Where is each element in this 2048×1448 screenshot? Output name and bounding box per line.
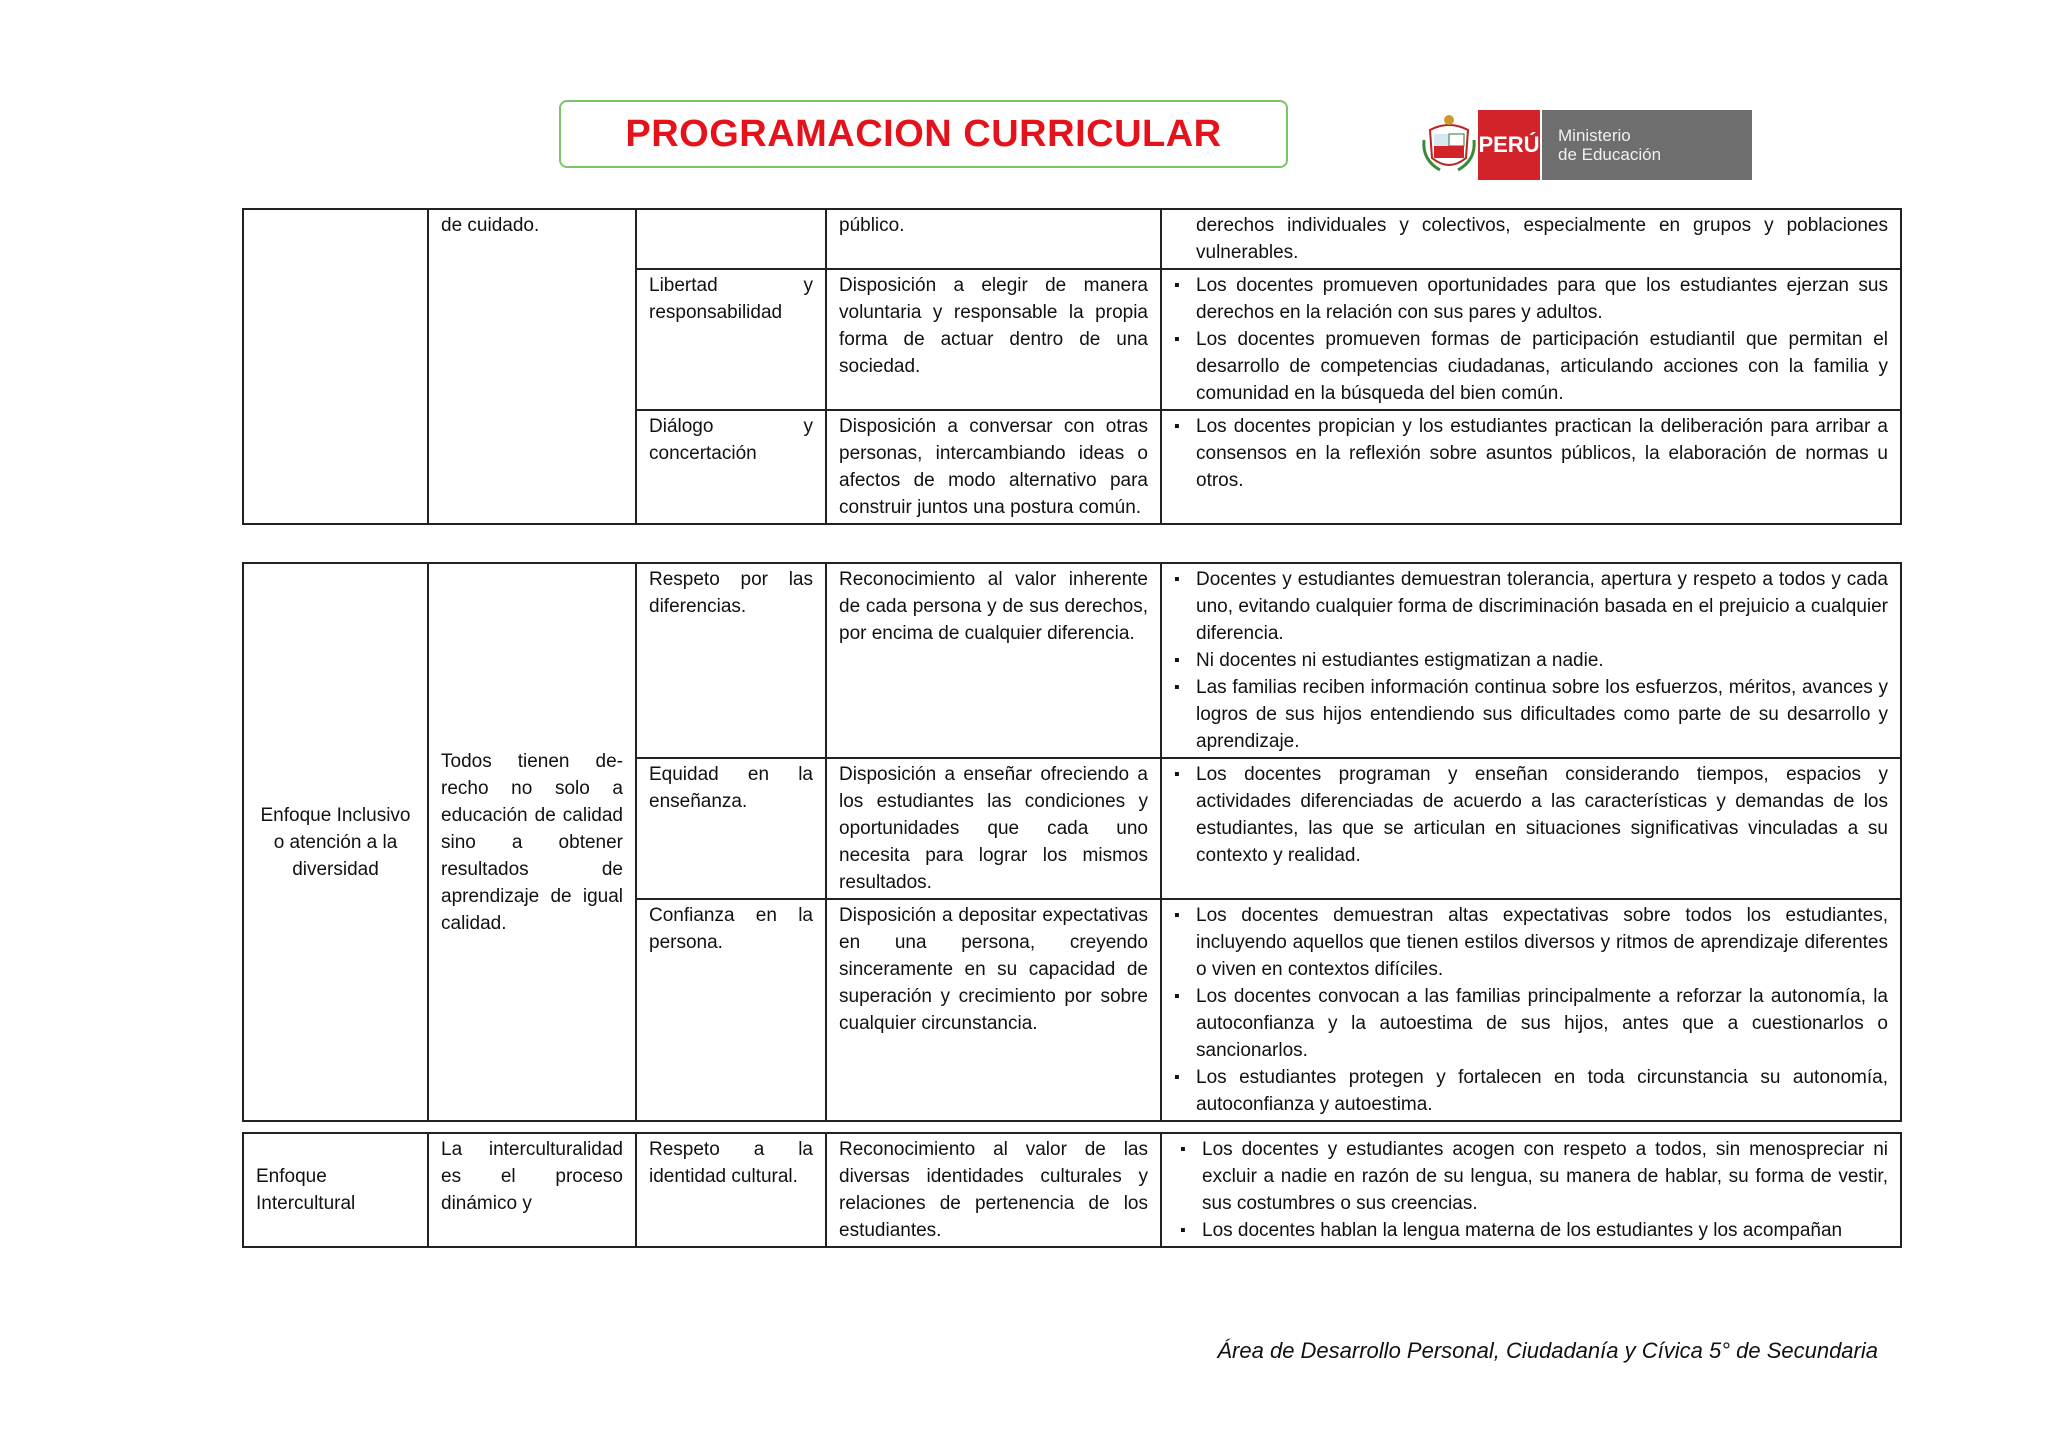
list-item: ▪ Los docentes y estudiantes acogen con respeto a todos, sin menospreciar ni excluir a nadie en razón de su lengua, su manera de hablar, su forma de vestir, sus costumbres o sus creencias. bbox=[1202, 1136, 1888, 1217]
list-item: ▪ Docentes y estudiantes demuestran tolerancia, apertura y respeto a todos y cada uno, evitando cualquier forma de discriminación basada en el prejuicio a cualquier diferencia. bbox=[1196, 566, 1888, 647]
actitud-cell: Disposición a conversar con otras personas, intercambiando ideas o afectos de modo alternativo para construir juntos una postura común. bbox=[826, 410, 1161, 524]
descripcion-cell: de cuidado. bbox=[428, 209, 636, 524]
table-row bbox=[243, 209, 1901, 269]
actitud-cell: Reconocimiento al valor inherente de cada persona y de sus derechos, por encima de cualquier diferencia. bbox=[826, 563, 1161, 758]
comportamiento-cell bbox=[1161, 563, 1901, 758]
valor-cell: Confianza en la persona. bbox=[636, 899, 826, 1121]
actitud-cell: público. bbox=[826, 209, 1161, 269]
title-box bbox=[559, 100, 1288, 168]
descripcion-cell: La interculturalidad es el proceso dinámico y bbox=[428, 1133, 636, 1247]
enfoque-cell bbox=[243, 209, 428, 524]
coat-of-arms-icon bbox=[1420, 110, 1478, 180]
list-item: ▪ Los docentes programan y enseñan considerando tiempos, espacios y actividades diferenciadas de acuerdo a las características y demandas de los estudiantes, las que se articulan en situaciones significativas vinculadas a su contexto y realidad. bbox=[1196, 761, 1888, 869]
logo-ministry bbox=[1540, 110, 1752, 180]
list-item: ▪ Los docentes hablan la lengua materna de los estudiantes y los acompañan bbox=[1202, 1217, 1888, 1244]
actitud-cell: Disposición a depositar expectativas en una persona, creyendo sinceramente en su capacidad de superación y crecimiento por sobre cualquier circunstancia. bbox=[826, 899, 1161, 1121]
valor-cell: Diálogo y concertación bbox=[636, 410, 826, 524]
list-item: ▪ Los docentes promueven formas de participación estudiantil que permitan el desarrollo de competencias ciudadanas, articulando acciones con la familia y comunidad en la búsqueda del bien común. bbox=[1196, 326, 1888, 407]
enfoque-cell: Enfoque Intercultural bbox=[243, 1133, 428, 1247]
comportamiento-cell: derechos individuales y colectivos, especialmente en grupos y poblaciones vulnerables. bbox=[1161, 209, 1901, 269]
actitud-cell: Reconocimiento al valor de las diversas identidades culturales y relaciones de pertenencia de los estudiantes. bbox=[826, 1133, 1161, 1247]
valor-cell: Respeto a la identidad cultural. bbox=[636, 1133, 826, 1247]
list-item: ▪ Los docentes demuestran altas expectativas sobre todos los estudiantes, incluyendo aquellos que tienen estilos diversos y ritmos de aprendizaje diferentes o viven en contextos difíciles. bbox=[1196, 902, 1888, 983]
enfoques-table-2 bbox=[242, 562, 1902, 1122]
valor-cell: Libertad y responsabilidad bbox=[636, 269, 826, 410]
actitud-cell: Disposición a elegir de manera voluntaria y responsable la propia forma de actuar dentro de una sociedad. bbox=[826, 269, 1161, 410]
valor-cell: Respeto por las diferencias. bbox=[636, 563, 826, 758]
logo-country: PERÚ bbox=[1478, 110, 1540, 180]
table-row bbox=[243, 563, 1901, 758]
list-item: ▪ Las familias reciben información continua sobre los esfuerzos, méritos, avances y logros de sus hijos entendiendo sus dificultades como parte de su desarrollo y aprendizaje. bbox=[1196, 674, 1888, 755]
comportamiento-cell bbox=[1161, 899, 1901, 1121]
list-item: ▪ Los docentes promueven oportunidades para que los estudiantes ejerzan sus derechos en la relación con sus pares y adultos. bbox=[1196, 272, 1888, 326]
valor-cell: Equidad en la enseñanza. bbox=[636, 758, 826, 899]
comportamiento-cell bbox=[1161, 410, 1901, 524]
list-item: ▪ Los estudiantes protegen y fortalecen en toda circunstancia su autonomía, autoconfianza y autoestima. bbox=[1196, 1064, 1888, 1118]
ministry-logo bbox=[1420, 110, 1752, 180]
logo-ministry-line2: de Educación bbox=[1558, 145, 1662, 164]
enfoque-cell: Enfoque Inclusivo o atención a la diversidad bbox=[243, 563, 428, 1121]
enfoques-table-1 bbox=[242, 208, 1902, 525]
list-item: ▪ Los docentes convocan a las familias principalmente a reforzar la autonomía, la autoconfianza y la autoestima de sus hijos, antes que a cuestionarlos o sancionarlos. bbox=[1196, 983, 1888, 1064]
table-row bbox=[243, 1133, 1901, 1247]
logo-ministry-line1: Ministerio bbox=[1558, 126, 1631, 145]
valor-cell bbox=[636, 209, 826, 269]
footer-subject: Área de Desarrollo Personal, Ciudadanía y Cívica 5° de Secundaria bbox=[1217, 1338, 1878, 1363]
actitud-cell: Disposición a enseñar ofreciendo a los estudiantes las condiciones y oportunidades que cada uno necesita para lograr los mismos resultados. bbox=[826, 758, 1161, 899]
enfoques-table-3 bbox=[242, 1132, 1902, 1248]
page-title: PROGRAMACION CURRICULAR bbox=[625, 112, 1222, 155]
list-item: ▪ Ni docentes ni estudiantes estigmatizan a nadie. bbox=[1196, 647, 1888, 674]
comportamiento-cell bbox=[1161, 1133, 1901, 1247]
comportamiento-cell bbox=[1161, 269, 1901, 410]
list-item: ▪ Los docentes propician y los estudiantes practican la deliberación para arribar a consensos en la reflexión sobre asuntos públicos, la elaboración de normas u otros. bbox=[1196, 413, 1888, 494]
descripcion-cell: Todos tienen de-recho no solo a educación de calidad sino a obtener resultados de aprendizaje de igual calidad. bbox=[428, 563, 636, 1121]
comportamiento-cell bbox=[1161, 758, 1901, 899]
